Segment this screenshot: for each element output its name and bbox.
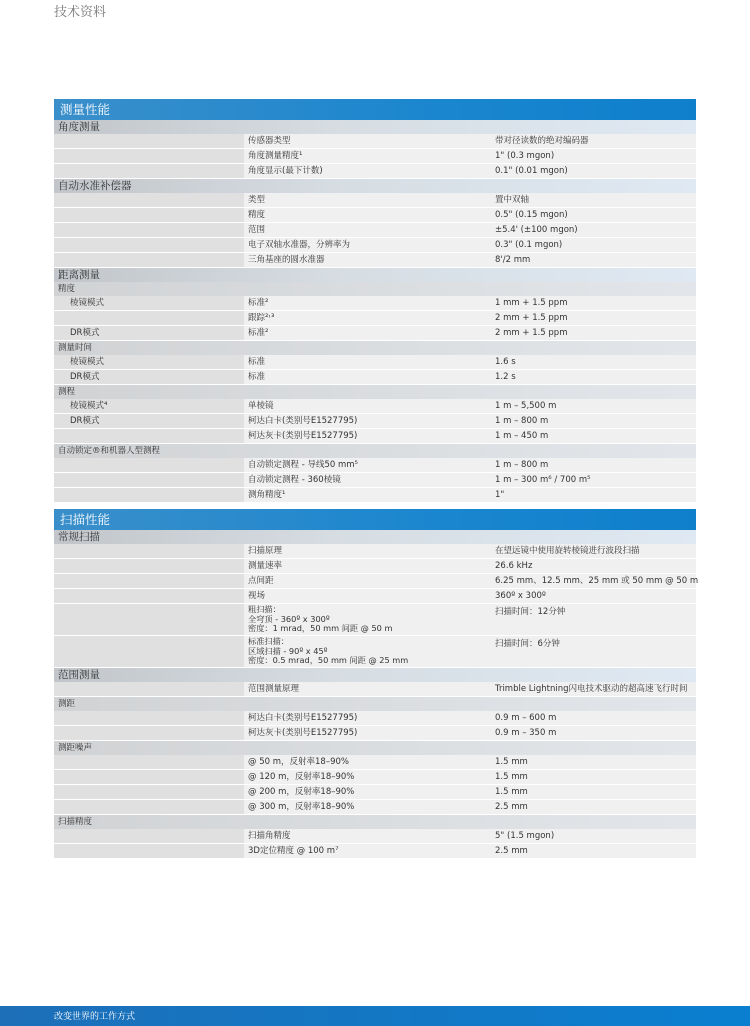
spec-value: 1 mm + 1.5 ppm <box>495 298 568 308</box>
spec-row <box>54 726 696 741</box>
spec-parameter: @ 200 m，反射率18–90% <box>248 787 355 797</box>
spec-row <box>54 223 696 238</box>
spec-table <box>54 99 699 859</box>
section-header: 扫描性能 <box>54 509 696 530</box>
spec-group-label: 棱镜模式 <box>70 298 105 308</box>
spec-row <box>54 238 696 253</box>
spec-value: 0.9 m – 350 m <box>495 728 557 738</box>
category-header: 测距 <box>54 697 696 711</box>
spec-parameter: 视场 <box>248 591 266 601</box>
spec-row <box>54 488 696 503</box>
section-header: 测量性能 <box>54 99 696 120</box>
spec-parameter: 自动锁定测程 - 导线50 mm⁵ <box>248 460 358 470</box>
footer-bar <box>0 1006 750 1026</box>
spec-row <box>54 559 696 574</box>
spec-parameter: 自动锁定测程 - 360棱镜 <box>248 475 341 485</box>
spec-value: ±5.4' (±100 mgon) <box>495 225 578 235</box>
spec-parameter: 标准 <box>248 357 266 367</box>
subsection-header: 自动水准补偿器 <box>54 179 696 193</box>
spec-parameter: 柯达白卡(类别号E1527795) <box>248 713 358 723</box>
spec-value: 扫描时间：6分钟 <box>495 639 560 649</box>
spec-value: 0.9 m – 600 m <box>495 713 557 723</box>
spec-row <box>54 296 696 311</box>
spec-parameter: 传感器类型 <box>248 136 291 146</box>
spec-parameter: 扫描原理 <box>248 546 283 556</box>
spec-parameter: 三角基座的圆水准器 <box>248 255 325 265</box>
spec-value: 在望远镜中使用旋转棱镜进行波段扫描 <box>495 546 640 556</box>
spec-row <box>54 770 696 785</box>
spec-group-label: DR模式 <box>70 416 100 426</box>
spec-parameter: 跟踪²˒³ <box>248 313 275 323</box>
spec-parameter: 测角精度¹ <box>248 490 286 500</box>
spec-row <box>54 711 696 726</box>
spec-value: 1 m – 5,500 m <box>495 401 557 411</box>
spec-value: 1 m – 800 m <box>495 416 549 426</box>
spec-row <box>54 311 696 326</box>
spec-value: 6.25 mm、12.5 mm、25 mm 或 50 mm @ 50 m <box>495 576 699 586</box>
spec-row <box>54 429 696 444</box>
spec-value: 26.6 kHz <box>495 561 533 571</box>
spec-value: 1" (0.3 mgon) <box>495 151 555 161</box>
spec-parameter: @ 300 m，反射率18–90% <box>248 802 355 812</box>
spec-parameter: 粗扫描： 全穹顶 - 360º x 300º 密度：1 mrad，50 mm 间距 @ 50 m <box>248 604 393 633</box>
spec-value: 5" (1.5 mgon) <box>495 831 555 841</box>
spec-parameter: 柯达灰卡(类别号E1527795) <box>248 431 358 441</box>
subsection-header: 距离测量 <box>54 268 696 282</box>
spec-row <box>54 134 696 149</box>
spec-value: 扫描时间：12分钟 <box>495 607 566 617</box>
spec-parameter: 标准 <box>248 372 266 382</box>
spec-group-label: 棱镜模式 <box>70 357 105 367</box>
spec-group-label: DR模式 <box>70 372 100 382</box>
spec-row <box>54 149 696 164</box>
spec-parameter: 范围 <box>248 225 266 235</box>
category-header: 测程 <box>54 385 696 399</box>
category-header: 扫描精度 <box>54 815 696 829</box>
subsection-header: 常规扫描 <box>54 530 696 544</box>
spec-value: 0.3" (0.1 mgon) <box>495 240 563 250</box>
spec-parameter: 标准扫描： 区域扫描 - 90º x 45º 密度：0.5 mrad，50 mm 间距 @ 25 mm <box>248 636 409 665</box>
spec-parameter: 3D定位精度 @ 100 m⁷ <box>248 846 339 856</box>
category-header: 精度 <box>54 282 696 296</box>
spec-parameter: 点间距 <box>248 576 274 586</box>
spec-row <box>54 544 696 559</box>
spec-row <box>54 785 696 800</box>
spec-value: 1.5 mm <box>495 772 528 782</box>
spec-value: 360º x 300º <box>495 591 546 601</box>
spec-row <box>54 682 696 697</box>
spec-parameter: 扫描角精度 <box>248 831 291 841</box>
spec-value: 2 mm + 1.5 ppm <box>495 328 568 338</box>
spec-row <box>54 414 696 429</box>
spec-group-label: 棱镜模式⁴ <box>70 401 108 411</box>
subsection-header: 角度测量 <box>54 120 696 134</box>
spec-row <box>54 458 696 473</box>
spec-value: 0.1" (0.01 mgon) <box>495 166 568 176</box>
spec-row <box>54 370 696 385</box>
spec-row <box>54 589 696 604</box>
spec-row <box>54 574 699 589</box>
spec-parameter: 标准² <box>248 328 269 338</box>
spec-value: Trimble Lightning闪电技术驱动的超高速飞行时间 <box>495 684 688 694</box>
footer-text: 改变世界的工作方式 <box>54 1012 136 1022</box>
spec-parameter: 测量速率 <box>248 561 283 571</box>
subsection-header: 范围测量 <box>54 668 696 682</box>
spec-parameter: 标准² <box>248 298 269 308</box>
spec-row <box>54 326 696 341</box>
spec-row <box>54 164 696 179</box>
spec-value: 2.5 mm <box>495 802 528 812</box>
spec-row <box>54 604 696 636</box>
spec-row <box>54 755 696 770</box>
spec-value: 8'/2 mm <box>495 255 531 265</box>
spec-value: 1.2 s <box>495 372 516 382</box>
spec-row <box>54 800 696 815</box>
spec-parameter: 柯达白卡(类别号E1527795) <box>248 416 358 426</box>
category-header: 自动锁定®和机器人型测程 <box>54 444 696 458</box>
spec-value: 0.5" (0.15 mgon) <box>495 210 568 220</box>
spec-row <box>54 399 696 414</box>
spec-parameter: 范围测量原理 <box>248 684 300 694</box>
spec-value: 置中双轴 <box>495 195 530 205</box>
spec-value: 1.6 s <box>495 357 516 367</box>
spec-value: 2.5 mm <box>495 846 528 856</box>
spec-row <box>54 829 696 844</box>
spec-parameter: @ 50 m，反射率18–90% <box>248 757 349 767</box>
spec-value: 1.5 mm <box>495 757 528 767</box>
spec-parameter: 电子双轴水准器，分辨率为 <box>248 240 351 250</box>
spec-row <box>54 208 696 223</box>
spec-value: 1" <box>495 490 505 500</box>
spec-parameter: 精度 <box>248 210 266 220</box>
spec-group-label: DR模式 <box>70 328 100 338</box>
spec-row <box>54 636 696 668</box>
spec-row <box>54 473 696 488</box>
spec-parameter: 单棱镜 <box>248 401 274 411</box>
spec-value: 1 m – 300 m⁶ / 700 m⁵ <box>495 475 591 485</box>
spec-value: 2 mm + 1.5 ppm <box>495 313 568 323</box>
spec-parameter: @ 120 m，反射率18–90% <box>248 772 355 782</box>
spec-value: 1.5 mm <box>495 787 528 797</box>
spec-parameter: 角度测量精度¹ <box>248 151 303 161</box>
spec-value: 带对径读数的绝对编码器 <box>495 136 589 146</box>
spec-parameter: 角度显示(最下计数) <box>248 166 323 176</box>
spec-row <box>54 844 696 859</box>
document-header-label: 技术资料 <box>54 5 107 20</box>
spec-row <box>54 253 696 268</box>
spec-value: 1 m – 800 m <box>495 460 549 470</box>
category-header: 测量时间 <box>54 341 696 355</box>
spec-value: 1 m – 450 m <box>495 431 549 441</box>
spec-parameter: 柯达灰卡(类别号E1527795) <box>248 728 358 738</box>
spec-row <box>54 355 696 370</box>
category-header: 测距噪声 <box>54 741 696 755</box>
spec-parameter: 类型 <box>248 195 266 205</box>
spec-row <box>54 193 696 208</box>
